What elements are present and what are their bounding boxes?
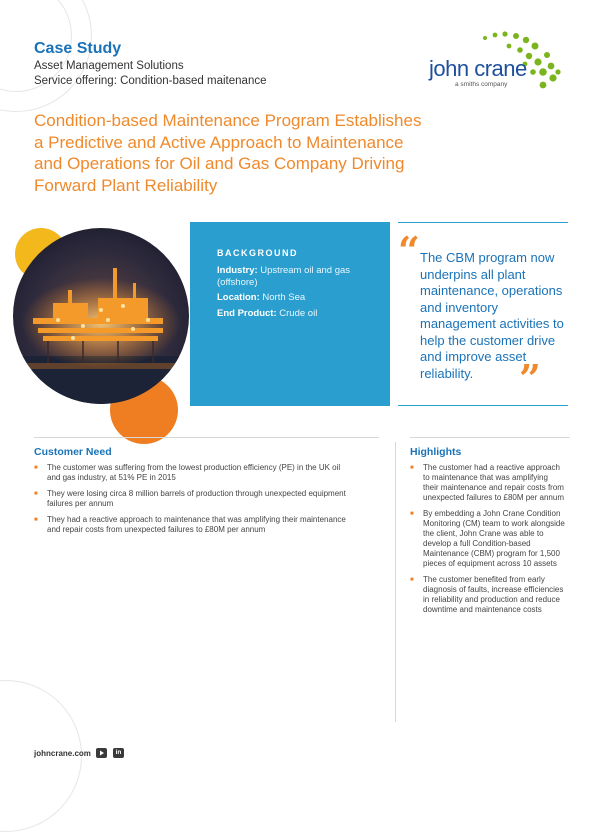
quote-text: The CBM program now underpins all plant maintenance, operations and inventory management activities to help the customer drive and improve asset reliability. bbox=[420, 250, 564, 381]
quote-bottom-rule bbox=[398, 405, 568, 406]
list-item: ■ By embedding a John Crane Condition Monitoring (CM) team to work alongside the client, John Crane was able to develop a full Condition-based Maintenance (CBM) program for 1,500 pieces of equipment across 10 assets bbox=[410, 509, 565, 569]
page-headline: Condition-based Maintenance Program Establishes a Predictive and Active Approach to Maintenance and Operations for Oil and Gas Company Driving Forward Plant Reliability bbox=[34, 111, 422, 195]
header-line-2: Service offering: Condition-based maitenance bbox=[34, 75, 267, 87]
close-quote-icon: ” bbox=[519, 356, 541, 401]
end-product-value: Crude oil bbox=[279, 308, 318, 319]
highlights-rule bbox=[410, 437, 570, 438]
john-crane-logo[interactable] bbox=[425, 28, 575, 108]
list-item: ■ They were losing circa 8 million barrels of production through unexpected equipment failures per annum bbox=[34, 489, 354, 509]
list-item: ■ The customer benefited from early diagnosis of faults, increase efficiencies in reliability and production and reduce downtime and maintenance costs bbox=[410, 575, 565, 615]
background-industry bbox=[217, 265, 382, 289]
customer-need-rule bbox=[34, 437, 379, 438]
highlights-title: Highlights bbox=[410, 446, 462, 458]
header-line-1: Asset Management Solutions bbox=[34, 60, 184, 72]
location-label: Location: bbox=[217, 292, 260, 303]
industry-value: Upstream oil and gas (offshore) bbox=[217, 265, 351, 288]
customer-need-list bbox=[34, 463, 354, 541]
list-item: ■ The customer had a reactive approach to maintenance that was amplifying their maintenance and repair costs from unexpected failures to £80M per annum bbox=[410, 463, 565, 503]
quote-top-rule bbox=[398, 222, 568, 223]
customer-need-title: Customer Need bbox=[34, 446, 112, 458]
oil-platform-photo bbox=[13, 228, 189, 404]
case-study-title: Case Study bbox=[34, 40, 122, 57]
location-value: North Sea bbox=[262, 292, 306, 303]
background-location bbox=[217, 292, 382, 304]
youtube-icon[interactable] bbox=[96, 748, 107, 758]
open-quote-icon: “ bbox=[398, 228, 420, 273]
industry-label: Industry: bbox=[217, 265, 258, 276]
background-title: BACKGROUND bbox=[217, 248, 298, 258]
background-end-product bbox=[217, 308, 382, 320]
end-product-label: End Product: bbox=[217, 308, 277, 319]
linkedin-icon[interactable]: in bbox=[113, 748, 124, 758]
logo-wordmark: john crane bbox=[429, 56, 527, 81]
list-item: ■ They had a reactive approach to maintenance that was amplifying their maintenance and repair costs from unexpected failures to £80M per annum bbox=[34, 515, 354, 535]
logo-tagline: a smiths company bbox=[455, 81, 508, 88]
list-item: ■ The customer was suffering from the lowest production efficiency (PE) in the UK oil and gas industry, at 51% PE in 2015 bbox=[34, 463, 354, 483]
highlights-list bbox=[410, 463, 565, 621]
website-link[interactable]: johncrane.com bbox=[34, 749, 91, 758]
column-divider bbox=[395, 442, 396, 722]
pull-quote bbox=[398, 222, 568, 406]
